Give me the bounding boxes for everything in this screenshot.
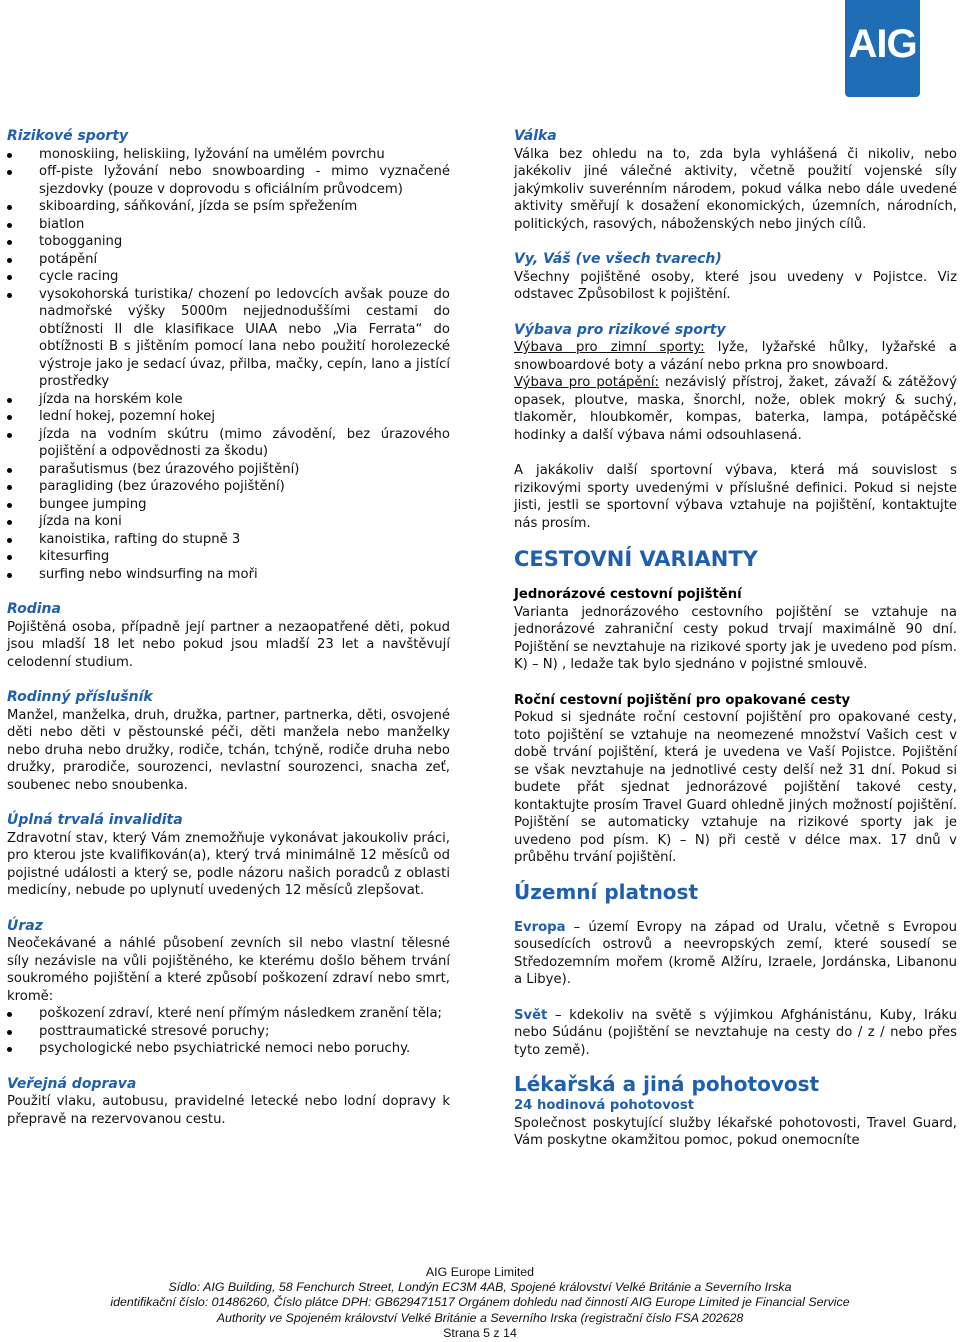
europe-label: Evropa bbox=[514, 919, 566, 935]
dive-text: nezávislý přístroj, žaket, závaží & zátěžový opasek, ploutve, maska, šnorchl, nože, oblek mokrý & suchý, tlakoměr, hloubkoměr, kompas, baterka, lampa, potápěčské hodinky a další výbava námi odsouhlasená. bbox=[514, 375, 957, 443]
list-item: potápění bbox=[7, 251, 450, 269]
title-uzemni-platnost: Územní platnost bbox=[514, 879, 699, 904]
list-item: paragliding (bez úrazového pojištění) bbox=[7, 478, 450, 496]
list-item: jízda na koni bbox=[7, 513, 450, 531]
risky-sports-list bbox=[7, 146, 450, 584]
list-item: monoskiing, heliskiing, lyžování na umělém povrchu bbox=[7, 146, 450, 164]
list-item: lední hokej, pozemní hokej bbox=[7, 408, 450, 426]
text-invalidita: Zdravotní stav, který Vám znemožňuje vykonávat jakoukoliv práci, pro kterou jste kvalifikován(a), který trvá minimálně 12 měsíců od pojistné události a který se, podle názoru našich poradců z oblasti medicíny, nebude po uplynutí uvedených 12 měsíců zlepšovat. bbox=[7, 830, 450, 898]
heading-single-trip: Jednorázové cestovní pojištění bbox=[514, 587, 742, 602]
list-item: surfing nebo windsurfing na moři bbox=[7, 566, 450, 584]
text-vybava-other: A jakákoliv další sportovní výbava, která má souvislost s rizikovými sporty uvedenými v příslušné definici. Pokud si nejste jisti, jestli se sportovní výbava vztahuje na pojištění, kontaktujte nás prosím. bbox=[514, 463, 957, 531]
heading-vybava: Výbava pro rizikové sporty bbox=[514, 321, 726, 338]
logo-text: AIG bbox=[848, 22, 917, 66]
footer-line2: identifikační číslo: 01486260, Číslo plátce DPH: GB629471517 Orgánem dohledu nad činností AIG Europe Limited je Financial Service bbox=[110, 1295, 850, 1310]
heading-rodinny: Rodinný příslušník bbox=[7, 689, 153, 705]
uraz-list bbox=[7, 1005, 450, 1058]
heading-uraz: Úraz bbox=[7, 917, 43, 934]
text-uraz: Neočekávané a náhlé působení zevních sil nebo vlastní tělesné síly nezávisle na vůli pojištěného, ke kterému došlo během trvání soukromého pojištění a které způsobí poškození zdraví nebo smrt, kromě: bbox=[7, 936, 450, 1004]
winter-label: Výbava pro zimní sporty: bbox=[514, 340, 705, 355]
list-item: parašutismus (bez úrazového pojištění) bbox=[7, 461, 450, 479]
heading-valka: Válka bbox=[514, 128, 557, 144]
text-single-trip: Varianta jednorázového cestovního pojištění se vztahuje na jednorázové zahraniční cesty pokud trvají maximálně 90 dní. Pojištění se nevztahuje na rizikové sporty jak je uvedeno pod písm. K) – N) , ledaže tak bylo sjednáno v pojistné smlouvě. bbox=[514, 604, 957, 672]
list-item: off-piste lyžování nebo snowboarding - mimo vyznačené sjezdovky (pouze v doprovodu s oficiálním průvodcem) bbox=[7, 163, 450, 198]
text-world bbox=[514, 1007, 957, 1060]
world-text: – kdekoliv na světě s výjimkou Afghánistánu, Kuby, Iráku nebo Súdánu (pojištění se nevztahuje na cesty do / z / nebo přes tyto země). bbox=[514, 1007, 957, 1058]
list-item: skiboarding, sáňkování, jízda se psím spřežením bbox=[7, 198, 450, 216]
heading-risky-sports: Rizikové sporty bbox=[7, 128, 129, 144]
heading-doprava: Veřejná doprava bbox=[7, 1075, 137, 1092]
aig-logo bbox=[845, 0, 920, 97]
title-cestovni-varianty: CESTOVNÍ VARIANTY bbox=[514, 547, 758, 571]
heading-vy: Vy, Váš (ve všech tvarech) bbox=[514, 251, 722, 267]
page-footer bbox=[0, 1265, 960, 1341]
right-column bbox=[514, 128, 957, 1150]
text-vybava-dive bbox=[514, 374, 957, 444]
text-doprava: Použití vlaku, autobusu, pravidelné letecké nebo lodní dopravy k přepravě na rezervovanou cestu. bbox=[7, 1094, 450, 1127]
world-label: Svět bbox=[514, 1007, 548, 1023]
text-vybava-winter bbox=[514, 339, 957, 374]
list-item: jízda na vodním skútru (mimo závodění, bez úrazového pojištění a odpovědnosti za škodu) bbox=[7, 426, 450, 461]
heading-annual-trip: Roční cestovní pojištění pro opakované cesty bbox=[514, 692, 851, 708]
footer-company: AIG Europe Limited bbox=[425, 1265, 535, 1279]
left-column bbox=[7, 128, 450, 1128]
list-item: cycle racing bbox=[7, 268, 450, 286]
title-lekarska: Lékařská a jiná pohotovost bbox=[514, 1072, 820, 1096]
page-number: Strana 5 z 14 bbox=[443, 1325, 517, 1340]
text-vy: Všechny pojištěné osoby, které jsou uvedeny v Pojistce. Viz odstavec Způsobilost k pojištění. bbox=[514, 269, 957, 302]
list-item: jízda na horském kole bbox=[7, 391, 450, 409]
dive-label: Výbava pro potápění: bbox=[514, 375, 659, 390]
list-item: kitesurfing bbox=[7, 548, 450, 566]
list-item: biatlon bbox=[7, 216, 450, 234]
text-europe bbox=[514, 919, 957, 989]
text-valka: Válka bez ohledu na to, zda byla vyhlášená či nikoliv, nebo jakékoliv jiné válečné aktivity, včetně použití vojenské síly jakýmkoliv suverénním národem, pokud válka nebo dále uvedené aktivity směřují k dosažení ekonomických, územních, národních, politických, rasových, náboženských nebo jiných cílů. bbox=[514, 146, 957, 232]
list-item: vysokohorská turistika/ chození po ledovcích avšak pouze do nadmořské výšky 5000m nejjednoduššími cestami do obtížnosti II dle klasifikace UIAA nebo „Via Ferrata“ do obtížnosti B s jištěním pomocí lana nebo použití horolezecké výstroje jako je sedací úvaz, přilba, mačky, cepín, lano a jistící prostředky bbox=[7, 286, 450, 391]
text-rodinny: Manžel, manželka, druh, družka, partner, partnerka, děti, osvojené děti nebo děti v pěstounské péči, děti manžela nebo manželky nebo druha nebo družky, rodiče, tchán, tchýně, rodiče druha nebo družky, prarodiče, sourozenci, nevlastní sourozenci, snacha zeť, soubenec nebo snoubenka. bbox=[7, 707, 450, 793]
heading-rodina: Rodina bbox=[7, 601, 61, 617]
list-item: poškození zdraví, které není přímým následkem zranění těla; bbox=[7, 1005, 450, 1023]
winter-text: lyže, lyžařské hůlky, lyžařské a snowboardové boty a vázání nebo prkna pro snowboard. bbox=[514, 340, 957, 373]
footer-line3: Authority ve Spojeném království Velké Británie a Severního Irska (registrační číslo FSA 202628 bbox=[216, 1310, 744, 1325]
list-item: kanoistika, rafting do stupně 3 bbox=[7, 531, 450, 549]
list-item: posttraumatické stresové poruchy; bbox=[7, 1023, 450, 1041]
europe-text: – území Evropy na západ od Uralu, včetně s Evropou sousedících ostrovů a neevropských zemí, které sousedí se Středozemním mořem (kromě Alžíru, Izraele, Jordánska, Libanonu a Libye). bbox=[514, 919, 957, 987]
list-item: bungee jumping bbox=[7, 496, 450, 514]
heading-invalidita: Úplná trvalá invalidita bbox=[7, 812, 183, 828]
text-rodina: Pojištěná osoba, případně její partner a nezaopatřené děti, pokud jsou mladší 18 let nebo pokud jsou mladší 23 let a navštěvují celodenní studium. bbox=[7, 619, 450, 670]
footer-line1: Sídlo: AIG Building, 58 Fenchurch Street, Londýn EC3M 4AB, Spojené království Velké Británie a Severního Irska bbox=[168, 1280, 792, 1295]
list-item: tobogganing bbox=[7, 233, 450, 251]
list-item: psychologické nebo psychiatrické nemoci nebo poruchy. bbox=[7, 1040, 450, 1058]
text-lekarska: Společnost poskytující služby lékařské pohotovosti, Travel Guard, Vám poskytne okamžitou pomoc, pokud onemocníte bbox=[514, 1115, 957, 1148]
heading-24h: 24 hodinová pohotovost bbox=[514, 1098, 695, 1113]
text-annual-trip: Pokud si sjednáte roční cestovní pojištění pro opakované cesty, toto pojištění se vztahuje na neomezené množství Vašich cest v době trvání pojištění, která je uvedena ve Vaší Pojistce. Pojištění se však nevztahuje na jednotlivé cesty delší než 31 dní. Pokud si budete přát sjednat jednorázové pojištění takové cesty, kontaktujte prosím Travel Guard ohledně jiných možností pojištění. Pojištění se automaticky vztahuje na rizikové sporty jak je uvedeno pod písm. K) – N) při cestě v délce max. 17 dnů v průběhu trvání pojištění. bbox=[514, 710, 957, 865]
